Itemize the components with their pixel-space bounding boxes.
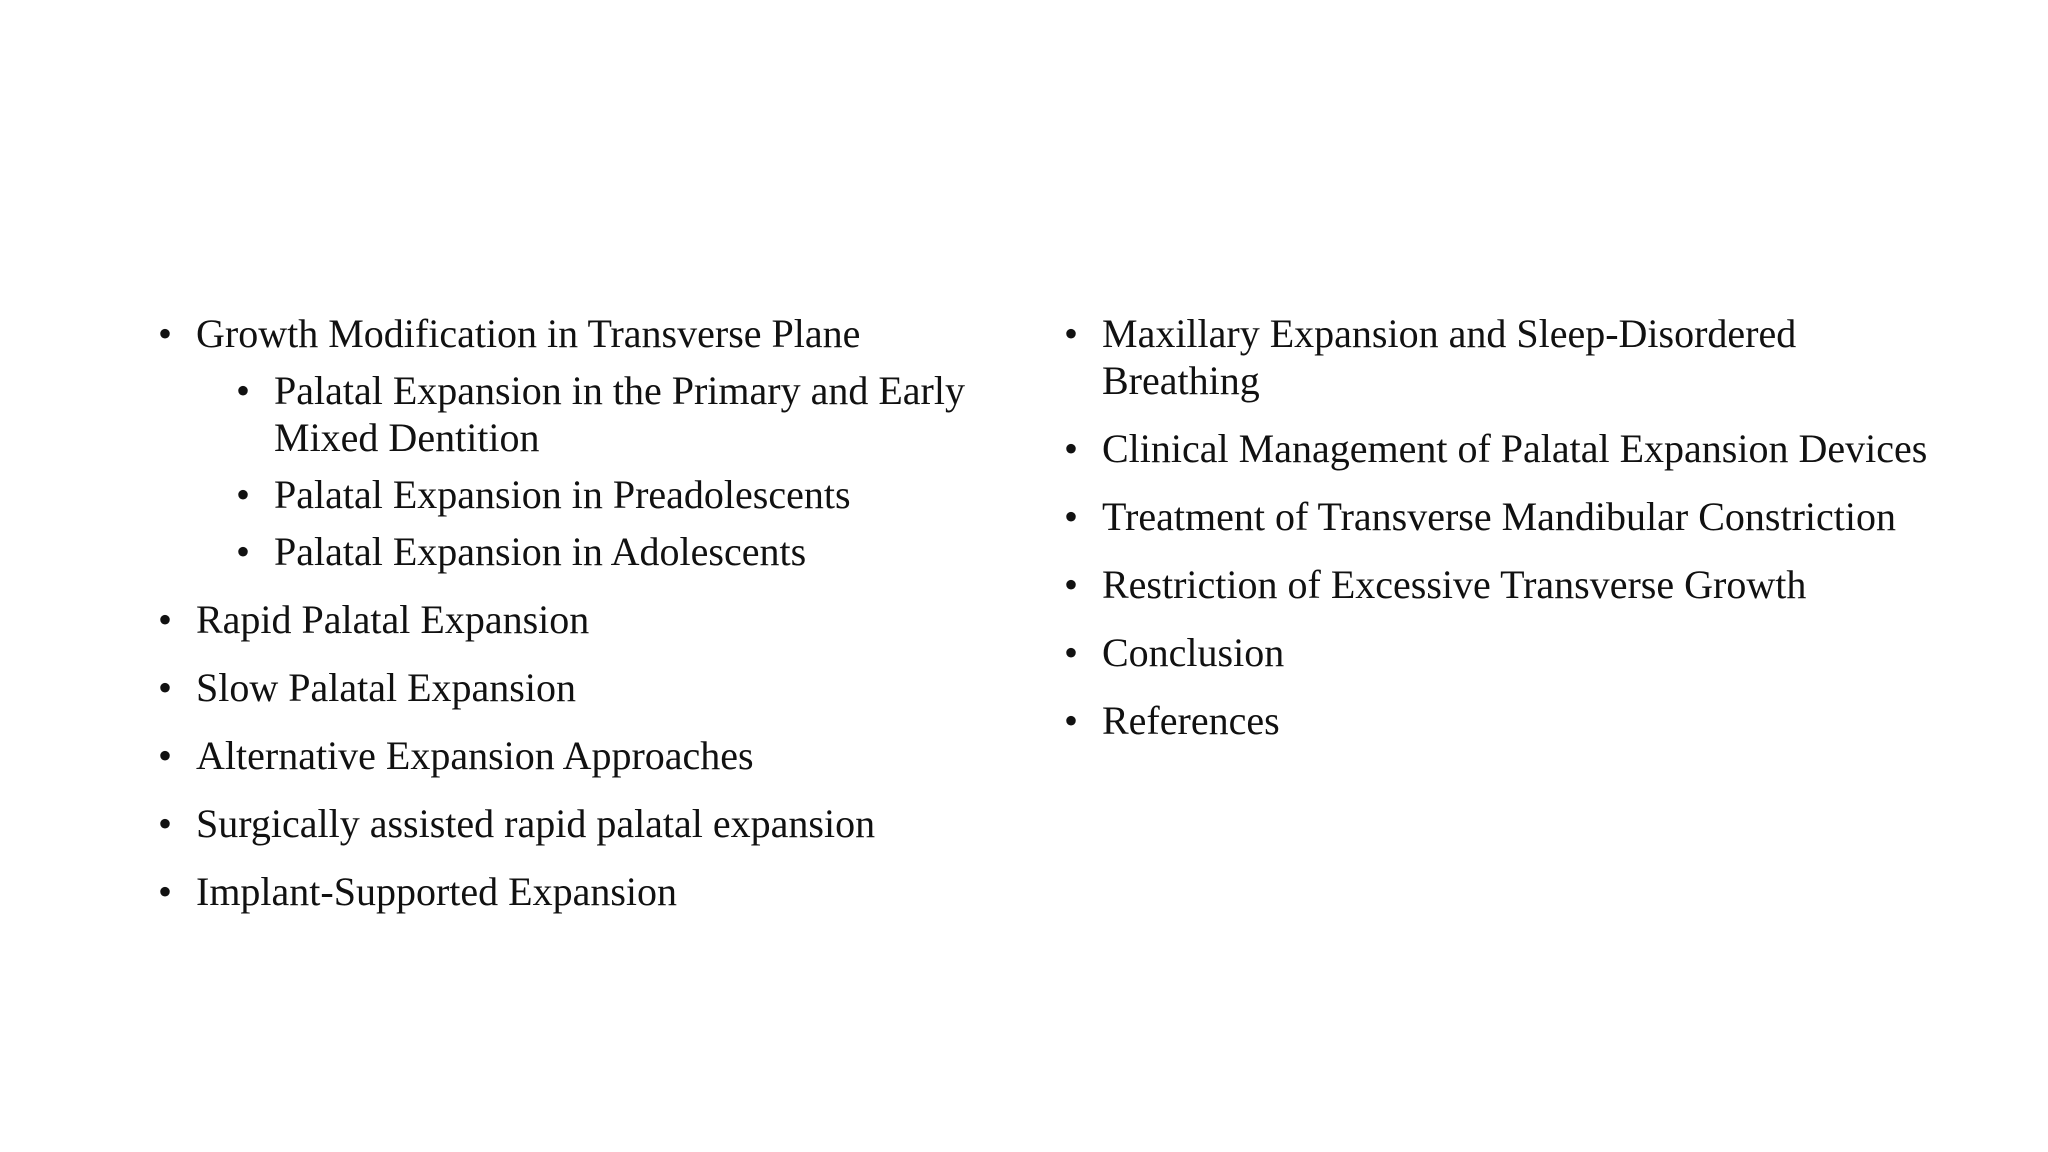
bullet-item [196, 868, 996, 915]
bullet-item [1102, 310, 1962, 404]
bullet-text: Slow Palatal Expansion [196, 665, 576, 710]
bullet-item [196, 596, 996, 643]
sub-bullet-text: Palatal Expansion in Preadolescents [274, 472, 851, 517]
sub-bullet-list [196, 367, 996, 575]
bullet-item [196, 664, 996, 711]
bullet-text: Alternative Expansion Approaches [196, 733, 754, 778]
bullet-text: Restriction of Excessive Transverse Growth [1102, 562, 1807, 607]
bullet-text: Surgically assisted rapid palatal expansion [196, 801, 876, 846]
bullet-text: Treatment of Transverse Mandibular Constriction [1102, 494, 1897, 539]
bullet-item [1102, 493, 1962, 540]
bullet-item [1102, 425, 1962, 472]
sub-bullet-text: Palatal Expansion in the Primary and Early Mixed Dentition [274, 368, 965, 460]
bullet-item [1102, 561, 1962, 608]
bullet-item [1102, 697, 1962, 744]
sub-bullet-text: Palatal Expansion in Adolescents [274, 529, 807, 574]
bullet-text: Maxillary Expansion and Sleep-Disordered Breathing [1102, 311, 1797, 403]
sub-bullet-item [274, 471, 996, 518]
right-bullet-list [1102, 310, 1962, 765]
bullet-item [196, 732, 996, 779]
bullet-item [196, 310, 996, 575]
bullet-text: Clinical Management of Palatal Expansion Devices [1102, 426, 1928, 471]
left-bullet-list [196, 310, 996, 936]
sub-bullet-item [274, 528, 996, 575]
bullet-text: Growth Modification in Transverse Plane [196, 311, 861, 356]
bullet-text: References [1102, 698, 1280, 743]
bullet-text: Rapid Palatal Expansion [196, 597, 590, 642]
bullet-text: Conclusion [1102, 630, 1285, 675]
bullet-item [196, 800, 996, 847]
sub-bullet-item [274, 367, 996, 461]
bullet-text: Implant-Supported Expansion [196, 869, 678, 914]
bullet-item [1102, 629, 1962, 676]
